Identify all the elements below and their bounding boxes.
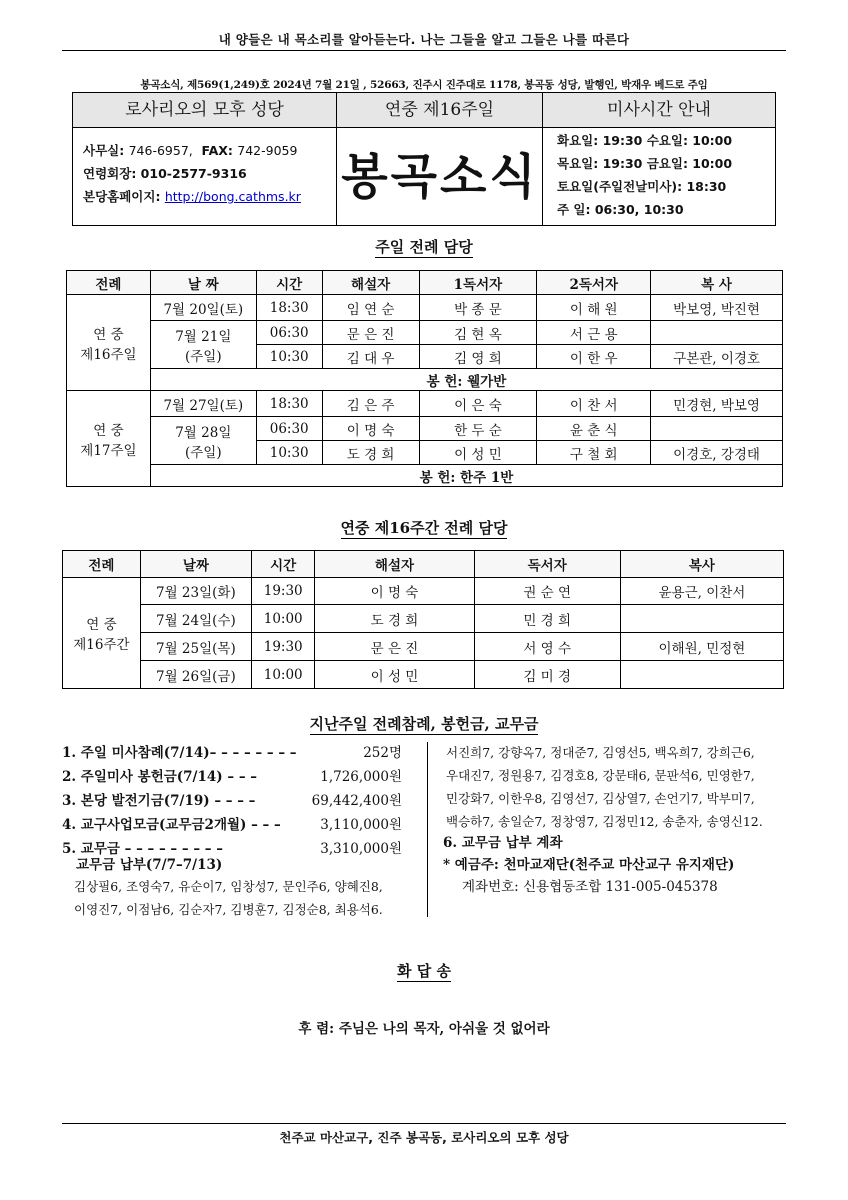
reader1-cell: 김 영 희 bbox=[419, 345, 537, 369]
reader1-cell: 이 성 민 bbox=[419, 441, 537, 465]
reader-cell: 민 경 희 bbox=[474, 605, 620, 633]
table-row bbox=[67, 417, 783, 441]
table-row bbox=[63, 578, 784, 605]
commentator-cell: 김 은 주 bbox=[322, 391, 419, 417]
liturgy-group-label: 연 중 제16주일 bbox=[67, 295, 151, 391]
server-cell bbox=[620, 661, 783, 689]
reader-cell: 서 영 수 bbox=[474, 633, 620, 661]
dues-names-right bbox=[446, 741, 763, 833]
mass-time-thu-fri: 목요일: 19:30 금요일: 10:00 bbox=[557, 156, 733, 171]
offering-row bbox=[67, 465, 783, 487]
col-header: 독서자 bbox=[474, 551, 620, 578]
publication-info: 봉곡소식, 제569(1,249)호 2024년 7월 21일 , 52663, 진주시 진주대로 1178, 봉곡동 성당, 발행인, 박재우 베드로 주임 bbox=[140, 79, 708, 91]
col-header: 시간 bbox=[256, 271, 322, 295]
commentator-cell: 도 경 희 bbox=[322, 441, 419, 465]
col-header: 날짜 bbox=[140, 551, 251, 578]
time-cell: 06:30 bbox=[256, 417, 322, 441]
dues-line: 김상필6, 조영숙7, 유순이7, 임창성7, 문인주6, 양혜진8, bbox=[74, 879, 383, 894]
table-row bbox=[67, 391, 783, 417]
date-cell: 7월 26일(금) bbox=[140, 661, 251, 689]
dues-line: 우대진7, 정원용7, 김경호8, 강문태6, 문판석6, 민영한7, bbox=[446, 768, 755, 783]
reader1-cell: 이 은 숙 bbox=[419, 391, 537, 417]
reader2-cell: 구 철 회 bbox=[537, 441, 651, 465]
col-header: 해설자 bbox=[315, 551, 474, 578]
reader1-cell: 박 종 문 bbox=[419, 295, 537, 321]
server-cell: 윤용근, 이찬서 bbox=[620, 578, 783, 605]
server-cell: 이해원, 민정현 bbox=[620, 633, 783, 661]
dues-line: 서진희7, 강향옥7, 정대준7, 김영선5, 백옥희7, 강희근6, bbox=[446, 745, 755, 760]
commentator-cell: 문 은 진 bbox=[315, 633, 474, 661]
homepage-label: 본당홈페이지: bbox=[83, 189, 161, 204]
council-phone: 010-2577-9316 bbox=[140, 166, 247, 181]
reader1-cell: 한 두 순 bbox=[419, 417, 537, 441]
date-cell: 7월 27일(토) bbox=[150, 391, 256, 417]
header-box bbox=[72, 92, 776, 226]
mass-time-tue-wed: 화요일: 19:30 수요일: 10:00 bbox=[557, 133, 733, 148]
dues-line: 이영진7, 이점남6, 김순자7, 김병훈7, 김정순8, 최용석6. bbox=[74, 902, 383, 917]
dues-line: 민강화7, 이한우8, 김영선7, 김상열7, 손언기7, 박부미7, bbox=[446, 791, 755, 806]
col-header: 복사 bbox=[620, 551, 783, 578]
commentator-cell: 이 성 민 bbox=[315, 661, 474, 689]
weekday-table-title: 연중 제16주간 전례 담당 bbox=[340, 519, 508, 537]
server-cell: 민경현, 박보영 bbox=[651, 391, 783, 417]
col-header: 2독서자 bbox=[537, 271, 651, 295]
fax-number: 742-9059 bbox=[237, 143, 298, 158]
table-row bbox=[67, 295, 783, 321]
liturgy-group-label: 연 중 제16주간 bbox=[63, 578, 141, 689]
offering-row bbox=[67, 369, 783, 391]
reader2-cell: 윤 춘 식 bbox=[537, 417, 651, 441]
time-cell: 18:30 bbox=[256, 391, 322, 417]
time-cell: 19:30 bbox=[251, 578, 315, 605]
office-phone: 746-6957, bbox=[128, 143, 193, 158]
office-label: 사무실 bbox=[83, 143, 120, 158]
reader2-cell: 서 근 용 bbox=[537, 321, 651, 345]
table-row bbox=[63, 633, 784, 661]
commentator-cell: 임 연 순 bbox=[322, 295, 419, 321]
date-cell: 7월 25일(목) bbox=[140, 633, 251, 661]
server-cell bbox=[651, 417, 783, 441]
table-row bbox=[63, 605, 784, 633]
commentator-cell: 이 명 숙 bbox=[315, 578, 474, 605]
account-holder: * 예금주: 천마교재단(천주교 마산교구 유지재단) bbox=[443, 857, 735, 873]
commentator-cell: 김 대 우 bbox=[322, 345, 419, 369]
date-cell: 7월 20일(토) bbox=[150, 295, 256, 321]
col-header: 복 사 bbox=[651, 271, 783, 295]
col-header: 전례 bbox=[67, 271, 151, 295]
reader-cell: 김 미 경 bbox=[474, 661, 620, 689]
mass-time-title: 미사시간 안내 bbox=[543, 93, 775, 128]
bottom-divider bbox=[62, 1123, 786, 1124]
sunday-table-title: 주일 전례 담당 bbox=[375, 238, 473, 256]
week-name: 연중 제16주일 bbox=[337, 93, 543, 128]
date-cell: 7월 21일 (주일) bbox=[150, 321, 256, 369]
response-song-title: 화 답 송 bbox=[397, 962, 451, 980]
time-cell: 10:30 bbox=[256, 345, 322, 369]
time-cell: 18:30 bbox=[256, 295, 322, 321]
date-cell: 7월 24일(수) bbox=[140, 605, 251, 633]
commentator-cell: 이 명 숙 bbox=[322, 417, 419, 441]
time-cell: 19:30 bbox=[251, 633, 315, 661]
council-label: 연령회장 bbox=[83, 166, 132, 181]
server-cell: 박보영, 박진현 bbox=[651, 295, 783, 321]
server-cell bbox=[620, 605, 783, 633]
reader2-cell: 이 해 원 bbox=[537, 295, 651, 321]
mass-times bbox=[557, 129, 732, 221]
stat-item: 3. 본당 발전기금(7/19) – – – – 69,442,400원 bbox=[62, 793, 402, 809]
dues-names-left bbox=[74, 875, 383, 921]
response-song-text: 후 렴: 주님은 나의 목자, 아쉬울 것 없어라 bbox=[298, 1021, 550, 1037]
fax-label: FAX: bbox=[201, 143, 233, 158]
server-cell: 구본관, 이경호 bbox=[651, 345, 783, 369]
account-title: 6. 교무금 납부 계좌 bbox=[443, 835, 563, 851]
col-header: 해설자 bbox=[322, 271, 419, 295]
last-week-title: 지난주일 전례참례, 봉헌금, 교무금 bbox=[309, 715, 539, 733]
time-cell: 10:00 bbox=[251, 605, 315, 633]
server-cell bbox=[651, 321, 783, 345]
reader2-cell: 이 찬 서 bbox=[537, 391, 651, 417]
offering-cell: 봉 헌: 한주 1반 bbox=[150, 465, 782, 487]
stat-item: 1. 주일 미사참례(7/14)– – – – – – – – 252명 bbox=[62, 745, 402, 761]
top-motto: 내 양들은 내 목소리를 알아듣는다. 나는 그들을 알고 그들은 나를 따른다 bbox=[218, 32, 630, 47]
time-cell: 06:30 bbox=[256, 321, 322, 345]
date-cell: 7월 28일 (주일) bbox=[150, 417, 256, 465]
newsletter-title: 봉곡소식 bbox=[341, 149, 539, 205]
liturgy-group-label: 연 중 제17주일 bbox=[67, 391, 151, 487]
dues-line: 백승하7, 송일순7, 정창영7, 김정민12, 송춘자, 송영신12. bbox=[446, 814, 763, 829]
stat-item: 5. 교무금 – – – – – – – – – 3,310,000원 bbox=[62, 841, 402, 857]
stat-item: 2. 주일미사 봉헌금(7/14) – – – 1,726,000원 bbox=[62, 769, 402, 785]
table-row bbox=[67, 321, 783, 345]
column-divider bbox=[427, 742, 428, 917]
account-number: 계좌번호: 신용협동조합 131-005-045378 bbox=[462, 879, 718, 895]
offering-cell: 봉 헌: 웰가반 bbox=[150, 369, 782, 391]
commentator-cell: 문 은 진 bbox=[322, 321, 419, 345]
contact-info: 사무실: 746-6957, FAX: 742-9059 연령회장: 010-2577-9316 본당홈페이지: http://bong.cathms.kr bbox=[83, 143, 301, 204]
time-cell: 10:00 bbox=[251, 661, 315, 689]
server-cell: 이경호, 강경태 bbox=[651, 441, 783, 465]
reader-cell: 권 순 연 bbox=[474, 578, 620, 605]
reader2-cell: 이 한 우 bbox=[537, 345, 651, 369]
table-row bbox=[63, 661, 784, 689]
parish-name: 로사리오의 모후 성당 bbox=[73, 93, 337, 128]
date-cell: 7월 23일(화) bbox=[140, 578, 251, 605]
weekday-liturgy-table bbox=[62, 550, 784, 689]
sunday-liturgy-table bbox=[66, 270, 783, 487]
time-cell: 10:30 bbox=[256, 441, 322, 465]
homepage-link[interactable]: http://bong.cathms.kr bbox=[164, 189, 301, 204]
col-header: 1독서자 bbox=[419, 271, 537, 295]
mass-time-sun: 주 일: 06:30, 10:30 bbox=[557, 202, 684, 217]
commentator-cell: 도 경 희 bbox=[315, 605, 474, 633]
stat-item: 4. 교구사업모금(교무금2개월) – – – 3,110,000원 bbox=[62, 817, 402, 833]
col-header: 날 짜 bbox=[150, 271, 256, 295]
footer: 천주교 마산교구, 진주 봉곡동, 로사리오의 모후 성당 bbox=[279, 1130, 569, 1145]
last-week-stats bbox=[62, 741, 402, 861]
top-divider bbox=[62, 50, 786, 51]
col-header: 전례 bbox=[63, 551, 141, 578]
reader1-cell: 김 현 옥 bbox=[419, 321, 537, 345]
dues-title: 교무금 납부(7/7–7/13) bbox=[76, 857, 223, 873]
col-header: 시간 bbox=[251, 551, 315, 578]
mass-time-sat: 토요일(주일전날미사): 18:30 bbox=[557, 179, 727, 194]
